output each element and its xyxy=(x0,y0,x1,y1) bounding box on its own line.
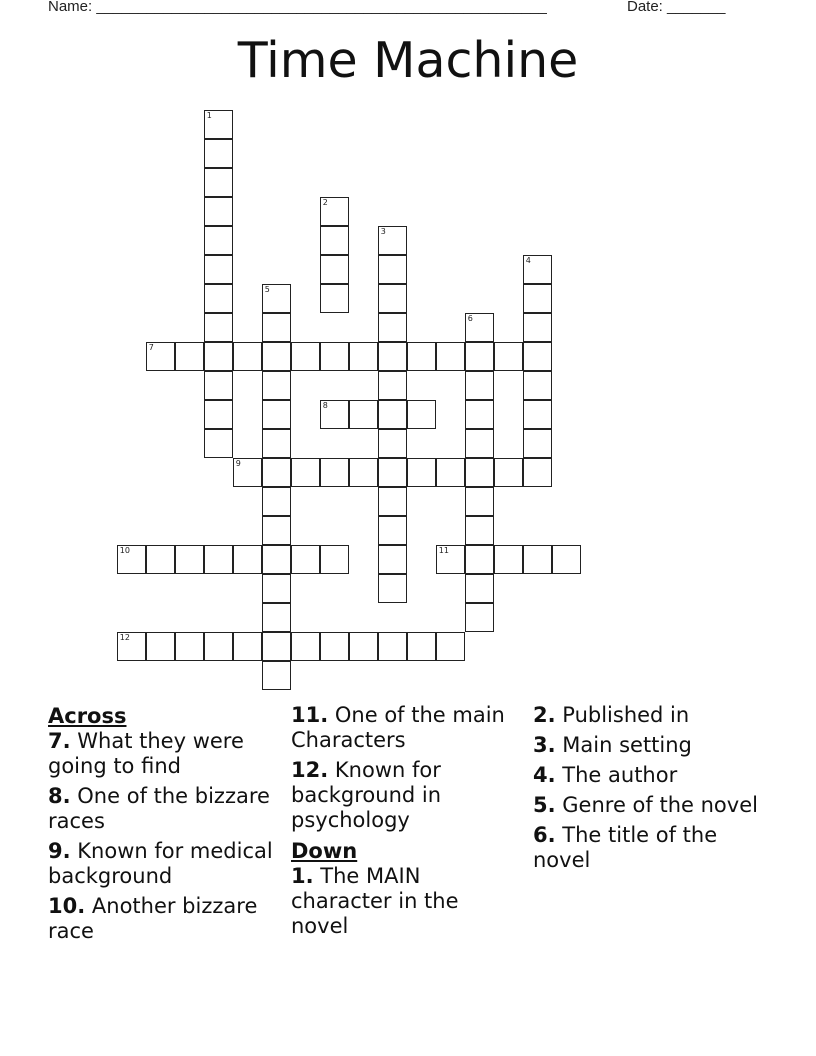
grid-cell[interactable] xyxy=(204,429,233,458)
cell-number: 9 xyxy=(235,458,241,468)
grid-cell[interactable] xyxy=(378,284,407,313)
grid-cell[interactable] xyxy=(204,284,233,313)
grid-cell[interactable] xyxy=(523,313,552,342)
clue-number: 4. xyxy=(533,763,556,787)
cell-number: 1 xyxy=(206,110,212,120)
grid-cell[interactable] xyxy=(465,545,494,574)
grid-cell[interactable] xyxy=(378,429,407,458)
grid-cell[interactable] xyxy=(378,458,407,487)
grid-cell[interactable] xyxy=(204,400,233,429)
clue-text: The MAIN character in the novel xyxy=(291,864,459,938)
cell-number: 6 xyxy=(467,313,473,323)
grid-cell[interactable] xyxy=(349,458,378,487)
grid-cell[interactable] xyxy=(378,255,407,284)
clue-text: Published in xyxy=(562,703,690,727)
clue-across-12 xyxy=(291,758,516,833)
clue-column-1 xyxy=(48,703,288,949)
grid-cell[interactable] xyxy=(349,400,378,429)
clue-across-10 xyxy=(48,894,288,944)
clue-across-8 xyxy=(48,784,288,834)
puzzle-title: Time Machine xyxy=(237,32,579,89)
grid-cell[interactable] xyxy=(204,313,233,342)
grid-cell[interactable] xyxy=(175,342,204,371)
grid-cell[interactable] xyxy=(349,342,378,371)
down-heading: Down xyxy=(291,839,358,863)
clue-across-7 xyxy=(48,729,288,779)
grid-cell[interactable] xyxy=(262,487,291,516)
grid-cell[interactable] xyxy=(262,458,291,487)
grid-cell[interactable] xyxy=(320,545,349,574)
grid-cell[interactable] xyxy=(436,545,465,574)
grid-cell[interactable] xyxy=(204,632,233,661)
grid-cell[interactable] xyxy=(465,429,494,458)
grid-cell[interactable] xyxy=(378,574,407,603)
grid-cell[interactable] xyxy=(146,342,175,371)
grid-cell[interactable] xyxy=(465,371,494,400)
grid-cell[interactable] xyxy=(291,632,320,661)
grid-cell[interactable] xyxy=(436,458,465,487)
grid-cell[interactable] xyxy=(320,632,349,661)
grid-cell[interactable] xyxy=(378,516,407,545)
grid-cell[interactable] xyxy=(320,400,349,429)
cell-number: 3 xyxy=(380,226,386,236)
cell-number: 2 xyxy=(322,197,328,207)
grid-cell[interactable] xyxy=(523,371,552,400)
grid-cell[interactable] xyxy=(175,632,204,661)
clue-text: The title of the novel xyxy=(533,823,718,872)
grid-cell[interactable] xyxy=(233,342,262,371)
clue-down-3 xyxy=(533,733,773,758)
grid-cell[interactable] xyxy=(291,458,320,487)
grid-cell[interactable] xyxy=(291,545,320,574)
clue-down-1 xyxy=(291,864,516,939)
grid-cell[interactable] xyxy=(523,429,552,458)
grid-cell[interactable] xyxy=(320,342,349,371)
grid-cell[interactable] xyxy=(117,545,146,574)
grid-cell[interactable] xyxy=(436,632,465,661)
clue-text: One of the bizzare races xyxy=(48,784,270,833)
grid-cell[interactable] xyxy=(117,632,146,661)
clue-number: 1. xyxy=(291,864,314,888)
grid-cell[interactable] xyxy=(262,429,291,458)
grid-cell[interactable] xyxy=(233,458,262,487)
clue-across-11 xyxy=(291,703,516,753)
grid-cell[interactable] xyxy=(523,458,552,487)
grid-cell[interactable] xyxy=(378,226,407,255)
clue-text: Main setting xyxy=(562,733,692,757)
grid-cell[interactable] xyxy=(233,545,262,574)
grid-cell[interactable] xyxy=(204,168,233,197)
date-field-label: Date: _______ xyxy=(627,0,726,15)
clue-text: What they were going to find xyxy=(48,729,244,778)
clue-number: 7. xyxy=(48,729,71,753)
cell-number: 11 xyxy=(438,545,449,555)
grid-cell[interactable] xyxy=(523,284,552,313)
cell-number: 12 xyxy=(119,632,130,642)
clue-number: 12. xyxy=(291,758,329,782)
grid-cell[interactable] xyxy=(378,342,407,371)
clue-down-6 xyxy=(533,823,773,873)
grid-cell[interactable] xyxy=(175,545,204,574)
name-field-label: Name: ______________________________________________________ xyxy=(48,0,547,15)
grid-cell[interactable] xyxy=(465,400,494,429)
grid-cell[interactable] xyxy=(262,603,291,632)
clue-number: 5. xyxy=(533,793,556,817)
clue-text: Known for medical background xyxy=(48,839,273,888)
grid-cell[interactable] xyxy=(407,342,436,371)
grid-cell[interactable] xyxy=(204,139,233,168)
grid-cell[interactable] xyxy=(204,545,233,574)
grid-cell[interactable] xyxy=(262,342,291,371)
cell-number: 10 xyxy=(119,545,130,555)
across-heading: Across xyxy=(48,704,127,728)
clue-text: Known for background in psychology xyxy=(291,758,442,832)
grid-cell[interactable] xyxy=(204,342,233,371)
grid-cell[interactable] xyxy=(262,371,291,400)
grid-cell[interactable] xyxy=(378,371,407,400)
grid-cell[interactable] xyxy=(378,632,407,661)
grid-cell[interactable] xyxy=(378,545,407,574)
clue-text: Another bizzare race xyxy=(48,894,258,943)
grid-cell[interactable] xyxy=(436,342,465,371)
grid-cell[interactable] xyxy=(262,574,291,603)
clue-number: 9. xyxy=(48,839,71,863)
grid-cell[interactable] xyxy=(233,632,262,661)
grid-cell[interactable] xyxy=(465,458,494,487)
clue-number: 6. xyxy=(533,823,556,847)
grid-cell[interactable] xyxy=(349,632,378,661)
grid-cell[interactable] xyxy=(552,545,581,574)
grid-cell[interactable] xyxy=(204,226,233,255)
clue-number: 3. xyxy=(533,733,556,757)
grid-cell[interactable] xyxy=(262,400,291,429)
cell-number: 4 xyxy=(525,255,531,265)
clue-number: 10. xyxy=(48,894,86,918)
grid-cell[interactable] xyxy=(523,545,552,574)
clue-text: The author xyxy=(562,763,678,787)
grid-cell[interactable] xyxy=(320,458,349,487)
grid-cell[interactable] xyxy=(523,400,552,429)
grid-cell[interactable] xyxy=(378,487,407,516)
grid-cell[interactable] xyxy=(494,545,523,574)
cell-number: 5 xyxy=(264,284,270,294)
grid-cell[interactable] xyxy=(378,400,407,429)
cell-number: 8 xyxy=(322,400,328,410)
grid-cell[interactable] xyxy=(262,313,291,342)
grid-cell[interactable] xyxy=(262,632,291,661)
clue-across-9 xyxy=(48,839,288,889)
grid-cell[interactable] xyxy=(204,197,233,226)
clue-number: 8. xyxy=(48,784,71,808)
grid-cell[interactable] xyxy=(146,545,175,574)
grid-cell[interactable] xyxy=(407,400,436,429)
grid-cell[interactable] xyxy=(465,516,494,545)
grid-cell[interactable] xyxy=(465,487,494,516)
grid-cell[interactable] xyxy=(465,313,494,342)
grid-cell[interactable] xyxy=(407,632,436,661)
grid-cell[interactable] xyxy=(320,226,349,255)
grid-cell[interactable] xyxy=(262,661,291,690)
clue-text: One of the main Characters xyxy=(291,703,505,752)
grid-cell[interactable] xyxy=(204,110,233,139)
grid-cell[interactable] xyxy=(465,603,494,632)
grid-cell[interactable] xyxy=(291,342,320,371)
clue-down-2 xyxy=(533,703,773,728)
cell-number: 7 xyxy=(148,342,154,352)
grid-cell[interactable] xyxy=(320,255,349,284)
clue-column-2 xyxy=(291,703,516,944)
grid-cell[interactable] xyxy=(320,284,349,313)
clue-column-3 xyxy=(533,703,773,878)
grid-cell[interactable] xyxy=(523,342,552,371)
grid-cell[interactable] xyxy=(204,255,233,284)
grid-cell[interactable] xyxy=(262,516,291,545)
grid-cell[interactable] xyxy=(320,197,349,226)
clue-down-4 xyxy=(533,763,773,788)
clue-down-5 xyxy=(533,793,773,818)
clue-text: Genre of the novel xyxy=(562,793,758,817)
grid-cell[interactable] xyxy=(465,574,494,603)
grid-cell[interactable] xyxy=(523,255,552,284)
clue-number: 2. xyxy=(533,703,556,727)
clue-number: 11. xyxy=(291,703,329,727)
grid-cell[interactable] xyxy=(494,458,523,487)
grid-cell[interactable] xyxy=(407,458,436,487)
grid-cell[interactable] xyxy=(204,371,233,400)
grid-cell[interactable] xyxy=(465,342,494,371)
grid-cell[interactable] xyxy=(146,632,175,661)
grid-cell[interactable] xyxy=(262,545,291,574)
grid-cell[interactable] xyxy=(378,313,407,342)
grid-cell[interactable] xyxy=(494,342,523,371)
grid-cell[interactable] xyxy=(262,284,291,313)
